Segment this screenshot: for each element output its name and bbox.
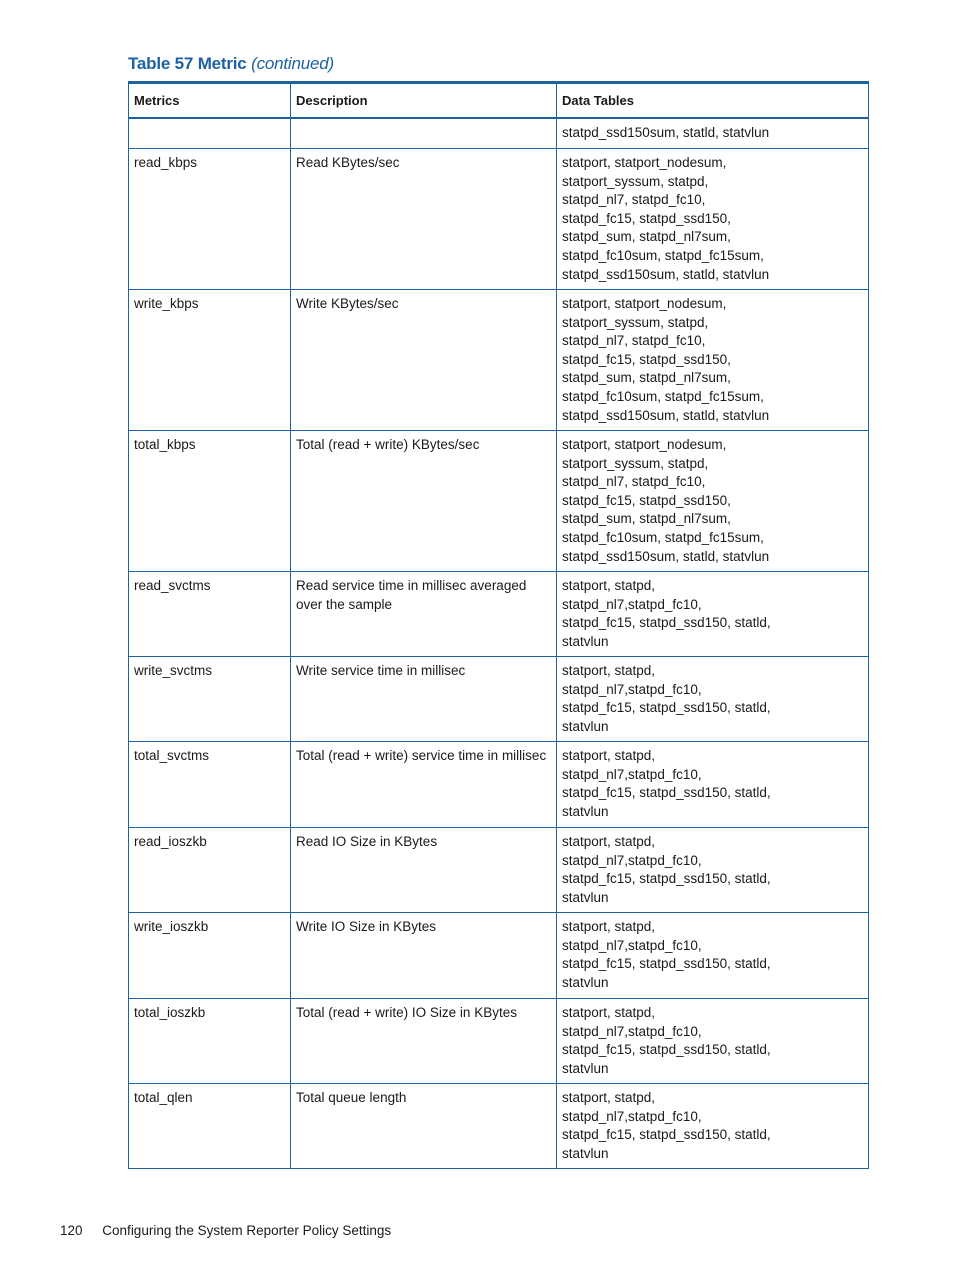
metrics-table-container xyxy=(128,81,868,1169)
metric-description-cell: Read IO Size in KBytes xyxy=(291,828,557,913)
data-table-line: statpd_fc15, statpd_ssd150, xyxy=(562,492,731,508)
data-table-line: statpd_fc10sum, statpd_fc15sum, xyxy=(562,389,764,405)
metric-description-cell: Write KBytes/sec xyxy=(291,290,557,431)
metric-description-cell: Read service time in millisec averaged over the sample xyxy=(291,572,557,657)
metric-name-cell: read_svctms xyxy=(129,572,291,657)
data-table-line: statport_syssum, statpd, xyxy=(562,455,709,471)
table-caption xyxy=(128,54,334,74)
data-table-line: statport, statpd, xyxy=(562,919,656,935)
data-table-line: statvlun xyxy=(562,718,609,734)
metric-description-cell: Total (read + write) KBytes/sec xyxy=(291,431,557,572)
data-table-line: statport, statport_nodesum, xyxy=(562,155,727,171)
data-table-line: statport, statport_nodesum, xyxy=(562,437,727,453)
data-table-line: statport, statpd, xyxy=(562,748,656,764)
metric-name-cell xyxy=(129,118,291,149)
metric-name-cell: write_ioszkb xyxy=(129,913,291,999)
table-row xyxy=(129,657,869,742)
table-row xyxy=(129,828,869,913)
table-row xyxy=(129,149,869,290)
data-table-line: statpd_fc15, statpd_ssd150, statld, xyxy=(562,871,771,887)
data-table-line: statpd_nl7,statpd_fc10, xyxy=(562,766,702,782)
data-table-line: statpd_nl7,statpd_fc10, xyxy=(562,681,702,697)
table-row xyxy=(129,999,869,1084)
metric-name-cell: total_kbps xyxy=(129,431,291,572)
data-tables-cell xyxy=(557,828,869,913)
header-data-tables: Data Tables xyxy=(557,83,869,118)
table-body xyxy=(129,118,869,1169)
data-table-line: statpd_fc15, statpd_ssd150, statld, xyxy=(562,1127,771,1143)
data-table-line: statvlun xyxy=(562,1060,609,1076)
metric-name-cell: read_ioszkb xyxy=(129,828,291,913)
page-number: 120 xyxy=(60,1223,83,1238)
data-table-line: statpd_fc15, statpd_ssd150, statld, xyxy=(562,700,771,716)
metric-description-cell: Total (read + write) service time in millisec xyxy=(291,742,557,828)
page-footer xyxy=(60,1223,391,1238)
data-table-line: statport_syssum, statpd, xyxy=(562,314,709,330)
data-tables-cell xyxy=(557,431,869,572)
metric-name-cell: write_kbps xyxy=(129,290,291,431)
table-row xyxy=(129,1084,869,1169)
data-table-line: statpd_nl7, statpd_fc10, xyxy=(562,333,706,349)
table-row xyxy=(129,290,869,431)
metric-description-cell: Write IO Size in KBytes xyxy=(291,913,557,999)
table-header-row xyxy=(129,83,869,118)
data-table-line: statvlun xyxy=(562,803,609,819)
data-table-line: statpd_sum, statpd_nl7sum, xyxy=(562,370,731,386)
data-table-line: statpd_sum, statpd_nl7sum, xyxy=(562,511,731,527)
data-table-line: statpd_ssd150sum, statld, statvlun xyxy=(562,124,770,140)
metric-description-cell: Total (read + write) IO Size in KBytes xyxy=(291,999,557,1084)
data-tables-cell xyxy=(557,572,869,657)
metric-description-cell: Write service time in millisec xyxy=(291,657,557,742)
data-table-line: statpd_ssd150sum, statld, statvlun xyxy=(562,407,770,423)
data-tables-cell xyxy=(557,657,869,742)
caption-continued: (continued) xyxy=(251,54,334,73)
data-table-line: statport_syssum, statpd, xyxy=(562,173,709,189)
data-table-line: statpd_nl7,statpd_fc10, xyxy=(562,1023,702,1039)
table-row xyxy=(129,913,869,999)
metric-name-cell: total_ioszkb xyxy=(129,999,291,1084)
data-tables-cell xyxy=(557,913,869,999)
metric-name-cell: total_qlen xyxy=(129,1084,291,1169)
metric-name-cell: read_kbps xyxy=(129,149,291,290)
caption-title: Table 57 Metric xyxy=(128,54,247,73)
data-tables-cell xyxy=(557,999,869,1084)
data-table-line: statpd_nl7, statpd_fc10, xyxy=(562,474,706,490)
data-table-line: statpd_fc15, statpd_ssd150, statld, xyxy=(562,785,771,801)
metric-name-cell: total_svctms xyxy=(129,742,291,828)
footer-section-title: Configuring the System Reporter Policy Settings xyxy=(102,1223,392,1238)
data-table-line: statpd_fc15, statpd_ssd150, statld, xyxy=(562,956,771,972)
data-tables-cell xyxy=(557,118,869,149)
metric-description-cell: Total queue length xyxy=(291,1084,557,1169)
data-table-line: statport, statpd, xyxy=(562,663,656,679)
metric-name-cell: write_svctms xyxy=(129,657,291,742)
data-table-line: statpd_nl7,statpd_fc10, xyxy=(562,852,702,868)
table-row xyxy=(129,431,869,572)
table-row xyxy=(129,742,869,828)
data-table-line: statpd_ssd150sum, statld, statvlun xyxy=(562,266,770,282)
data-table-line: statvlun xyxy=(562,889,609,905)
metrics-table xyxy=(128,81,869,1169)
metric-description-cell xyxy=(291,118,557,149)
table-row xyxy=(129,118,869,149)
table-row xyxy=(129,572,869,657)
data-table-line: statvlun xyxy=(562,1145,609,1161)
data-table-line: statport, statpd, xyxy=(562,1090,656,1106)
data-table-line: statpd_fc15, statpd_ssd150, xyxy=(562,210,731,226)
data-table-line: statpd_fc15, statpd_ssd150, xyxy=(562,351,731,367)
data-table-line: statport, statpd, xyxy=(562,834,656,850)
data-table-line: statpd_fc10sum, statpd_fc15sum, xyxy=(562,248,764,264)
data-tables-cell xyxy=(557,149,869,290)
header-metrics: Metrics xyxy=(129,83,291,118)
metric-description-cell: Read KBytes/sec xyxy=(291,149,557,290)
data-table-line: statport, statport_nodesum, xyxy=(562,296,727,312)
data-tables-cell xyxy=(557,742,869,828)
data-table-line: statpd_nl7,statpd_fc10, xyxy=(562,596,702,612)
data-table-line: statport, statpd, xyxy=(562,1005,656,1021)
data-table-line: statpd_fc10sum, statpd_fc15sum, xyxy=(562,530,764,546)
data-table-line: statpd_nl7, statpd_fc10, xyxy=(562,192,706,208)
data-table-line: statpd_nl7,statpd_fc10, xyxy=(562,937,702,953)
data-table-line: statpd_fc15, statpd_ssd150, statld, xyxy=(562,615,771,631)
data-table-line: statport, statpd, xyxy=(562,578,656,594)
data-table-line: statpd_ssd150sum, statld, statvlun xyxy=(562,548,770,564)
header-description: Description xyxy=(291,83,557,118)
data-tables-cell xyxy=(557,1084,869,1169)
data-tables-cell xyxy=(557,290,869,431)
data-table-line: statpd_sum, statpd_nl7sum, xyxy=(562,229,731,245)
data-table-line: statvlun xyxy=(562,974,609,990)
data-table-line: statpd_fc15, statpd_ssd150, statld, xyxy=(562,1042,771,1058)
data-table-line: statpd_nl7,statpd_fc10, xyxy=(562,1108,702,1124)
data-table-line: statvlun xyxy=(562,633,609,649)
